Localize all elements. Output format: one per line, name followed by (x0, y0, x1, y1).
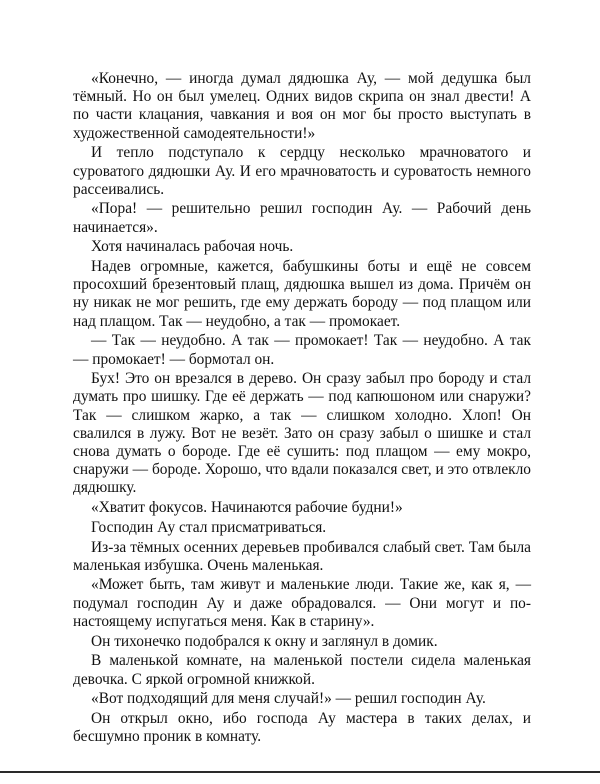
paragraph: «Конечно, — иногда думал дядюшка Ау, — мой дедушка был тёмный. Но он был умелец. Одних видов скрипа он знал двести! А по части клацания, чавкания и воя он мог бы просто выступать в художественной самодеятельности!» (73, 70, 531, 142)
paragraph: Он открыл окно, ибо господа Ау мастера в таких делах, и бесшумно проник в комнату. (73, 709, 531, 746)
paragraph: «Вот подходящий для меня случай!» — решил господин Ау. (91, 690, 486, 708)
paragraph: Бух! Это он врезался в дерево. Он сразу забыл про бороду и стал думать про шишку. Где её держать — под капюшоном или снаружи? Так — слишком жарко, а так — слишком холодно. Хлоп! Он свалился в лужу. Вот не везёт. Зато он сразу забыл о шишке и стал снова думать о бороде. Где её сушить: под плащом — ему мокро, снаружи — бороде. Хорошо, что вдали показался свет, и это отвлекло дядюшку. (73, 370, 531, 497)
page-bottom-rule (0, 771, 600, 773)
paragraph: Из-за тёмных осенних деревьев пробивался слабый свет. Там была маленькая избушка. Очень маленькая. (73, 538, 531, 574)
paragraph: Господин Ау стал присматриваться. (91, 518, 327, 536)
paragraph: — Так — неудобно. А так — промокает! Так — неудобно. А так — промокает! — бормотал он. (73, 332, 531, 368)
paragraph: Хотя начиналась рабочая ночь. (91, 238, 294, 256)
paragraph: В маленькой комнате, на маленькой постели сидела маленькая девочка. С яркой огромной книжкой. (73, 652, 531, 688)
paragraph: Надев огромные, кажется, бабушкины боты и ещё не совсем просохший брезентовый плащ, дядюшка вышел из дома. Причём он ну никак не мог решить, где ему держать бороду — под плащом или над плащом. Так — неудобно, а так — промокает. (73, 258, 531, 330)
paragraph: «Пора! — решительно решил господин Ау. — Рабочий день начинается». (73, 200, 531, 236)
paragraph: Он тихонечко подобрался к окну и заглянул в домик. (91, 632, 438, 650)
paragraph: «Хватит фокусов. Начинаются рабочие будни!» (91, 499, 403, 517)
paragraph: «Может быть, там живут и маленькие люди. Такие же, как я, — подумал господин Ау и даже обрадовался. — Они могут и по-настоящему испугаться меня. Как в старину». (73, 576, 531, 630)
paragraph: И тепло подступало к сердцу несколько мрачноватого и суроватого дядюшки Ау. И его мрачноватость и суроватость немного рассеивались. (73, 144, 531, 198)
page-text (73, 70, 531, 746)
